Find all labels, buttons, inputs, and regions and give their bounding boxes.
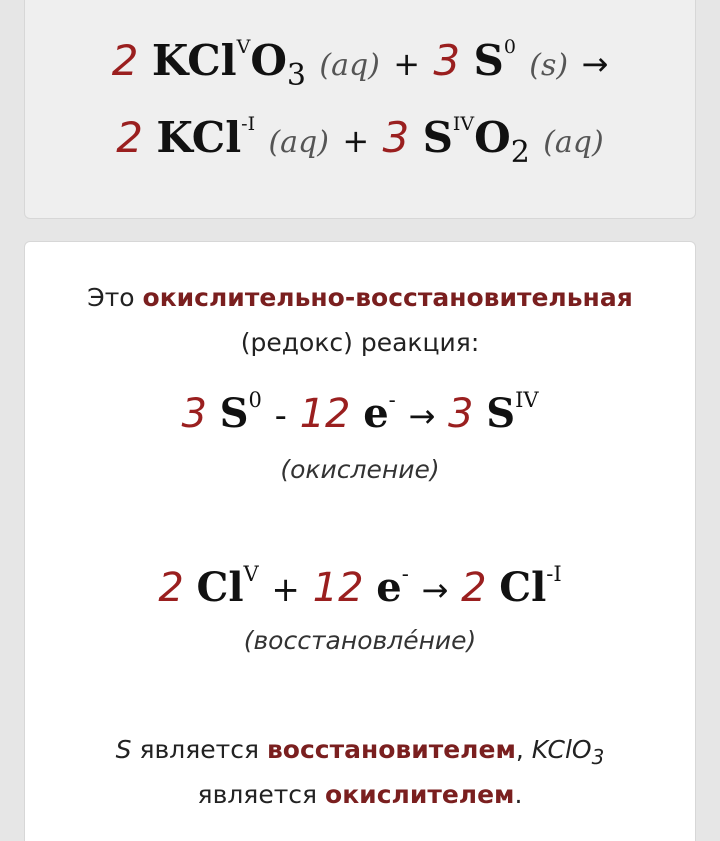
oxidation-state: V (236, 36, 251, 58)
coefficient: 3 (433, 36, 461, 85)
subscript: 2 (510, 135, 530, 170)
equation-line-2 (25, 113, 695, 170)
comma: , (515, 735, 524, 764)
coefficient: 2 (116, 113, 144, 162)
oxidizer-formula-subscript: 3 (591, 745, 605, 769)
reduction-label: (восстановле́ние) (243, 626, 477, 655)
coefficient: 3 (181, 391, 207, 437)
minus-sign: - (274, 396, 287, 436)
oxidizer-formula (531, 735, 605, 769)
oxidation-state: -I (241, 113, 256, 135)
element-s: S (422, 113, 453, 162)
balanced-equation-card (24, 0, 696, 219)
element-k: K (151, 36, 188, 85)
element-s: S (219, 390, 249, 437)
electron-coefficient: 12 (299, 391, 351, 437)
reducer-role: восстановителем (266, 735, 516, 764)
oxidizer-formula-text: KClO (531, 735, 592, 764)
plus-sign: + (393, 45, 421, 83)
element-k: K (156, 113, 192, 162)
element-cl: Cl (191, 113, 242, 162)
verb: является (139, 735, 259, 764)
oxidation-state: 0 (248, 388, 262, 412)
oxidation-state: IV (515, 388, 539, 412)
coefficient: 3 (382, 113, 410, 162)
electron-coefficient: 12 (312, 565, 364, 611)
element-o: O (250, 36, 287, 85)
subscript: 3 (286, 58, 307, 93)
intro-line-1 (25, 283, 695, 312)
conclusion-line-1 (25, 735, 695, 769)
element-o: O (474, 113, 511, 162)
element-cl: Cl (187, 36, 237, 85)
electron-charge: - (401, 562, 409, 586)
element-s: S (473, 36, 504, 85)
period: . (514, 780, 523, 809)
element-cl: Cl (196, 564, 244, 611)
equation-line-1 (25, 36, 695, 93)
oxidation-half-equation (25, 388, 695, 437)
reduction-half-equation (25, 562, 695, 611)
oxidation-state: -I (546, 562, 562, 586)
redox-highlight: окислительно-восстановительная (142, 283, 633, 312)
oxidation-state: V (243, 562, 259, 586)
intro-line-2: (редокс) реакция: (240, 328, 480, 357)
state-label: (aq) (543, 125, 604, 160)
coefficient: 3 (448, 391, 474, 437)
coefficient: 2 (111, 36, 139, 85)
electron-charge: - (388, 388, 396, 412)
state-label: (aq) (268, 125, 329, 160)
verb: является (197, 780, 318, 809)
reducer-subject: S (115, 735, 132, 764)
reaction-arrow: → (408, 397, 436, 435)
electron-symbol: e (376, 564, 402, 611)
plus-sign: + (342, 122, 370, 160)
oxidation-state: 0 (503, 36, 516, 58)
plus-sign: + (271, 570, 300, 610)
conclusion-line-2 (25, 780, 695, 809)
electron-symbol: e (363, 390, 389, 437)
redox-analysis-card (24, 241, 696, 841)
oxidation-label: (окисление) (280, 455, 440, 484)
element-cl: Cl (499, 564, 547, 611)
state-label: (aq) (319, 48, 380, 83)
oxidizer-role: окислителем (325, 780, 515, 809)
intro-prefix: Это (87, 283, 135, 312)
state-label: (s) (529, 48, 569, 83)
coefficient: 2 (158, 565, 184, 611)
oxidation-state: IV (452, 113, 475, 135)
coefficient: 2 (461, 565, 487, 611)
reaction-arrow: → (581, 45, 609, 83)
element-s: S (486, 390, 516, 437)
reaction-arrow: → (421, 571, 449, 609)
